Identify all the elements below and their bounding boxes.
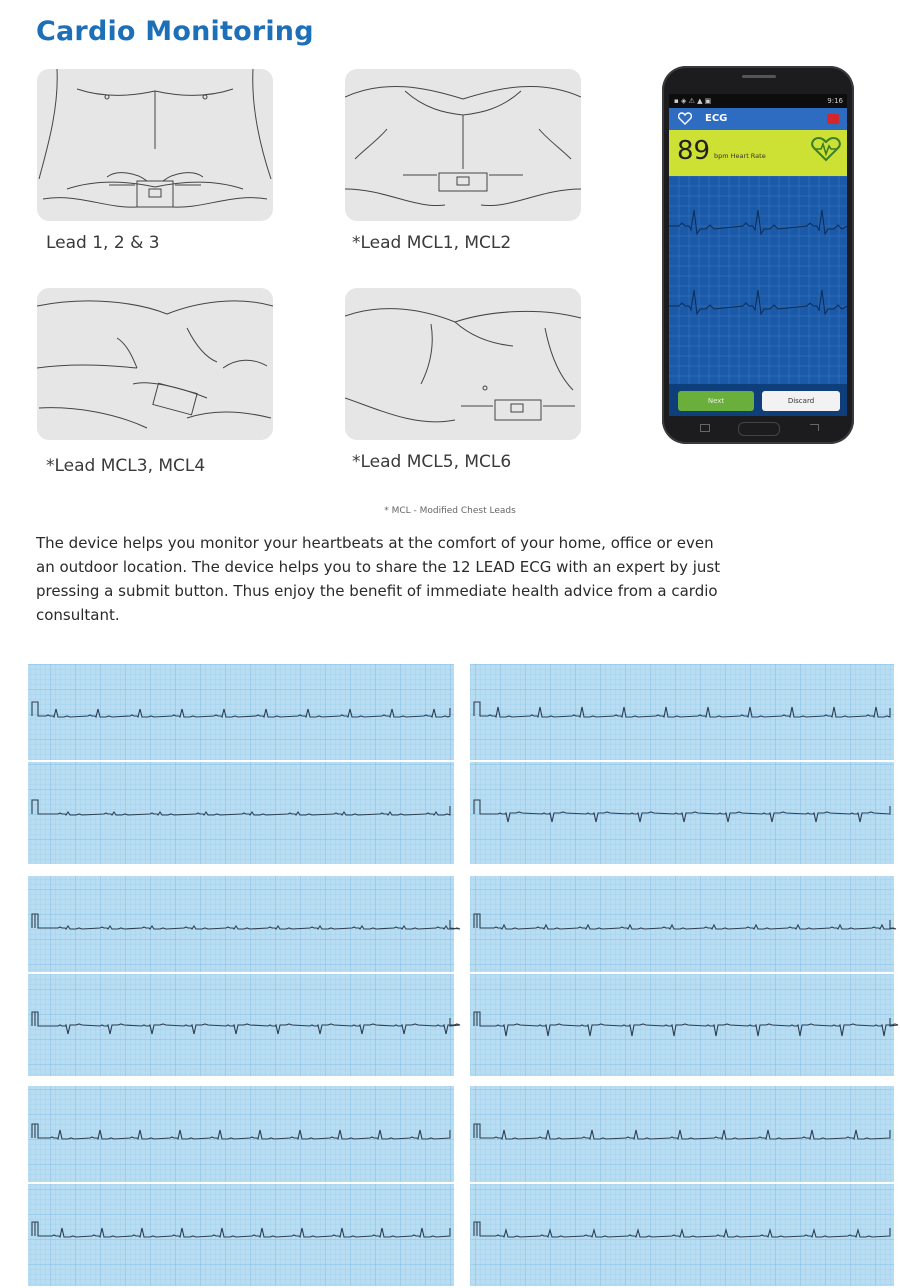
footnote: * MCL - Modified Chest Leads <box>384 506 516 516</box>
next-button[interactable]: Next <box>678 391 754 411</box>
status-icons: ▪ ◈ ⚠ ▲ ▣ <box>674 97 712 105</box>
phone-ecg-display <box>669 176 847 384</box>
phone-ecg-trace-2 <box>669 290 847 314</box>
phone-nav-row <box>662 418 854 440</box>
record-icon[interactable] <box>827 114 839 124</box>
heart-rate-bar <box>669 130 847 176</box>
home-button[interactable] <box>738 422 780 436</box>
ecg-strip-grid <box>28 876 454 972</box>
ecg-strip-grid <box>470 876 894 972</box>
phone-ecg-trace-1 <box>669 210 847 234</box>
app-title: ECG <box>705 113 728 124</box>
lead-123-caption: Lead 1, 2 & 3 <box>46 233 160 253</box>
ecg-strip-grid <box>28 664 454 760</box>
ecg-strip-grid <box>28 1086 454 1182</box>
phone-screen <box>669 94 847 416</box>
lead-123-illustration <box>37 69 273 221</box>
heart-icon <box>678 112 692 125</box>
phone-speaker <box>742 75 776 78</box>
description-text: The device helps you monitor your heartbeats at the comfort of your home, office or even an outdoor location. The device helps you to share the 12 LEAD ECG with an expert by just pressing a submit button. Thus enjoy the benefit of immediate health advice from a cardio consultant. <box>36 534 721 624</box>
lead-mcl56-caption: *Lead MCL5, MCL6 <box>352 452 512 472</box>
app-bar <box>669 108 847 130</box>
phone-mockup <box>662 66 854 444</box>
ecg-strips-grid <box>0 664 900 1288</box>
lead-mcl34-caption: *Lead MCL3, MCL4 <box>46 456 206 476</box>
phone-button-row <box>669 384 847 416</box>
heart-rate-label: bpm Heart Rate <box>714 152 766 160</box>
lead-mcl34-illustration <box>37 288 273 440</box>
ecg-strip-grid <box>470 1086 894 1182</box>
lead-mcl12-caption: *Lead MCL1, MCL2 <box>352 233 512 253</box>
heart-rate-value: 89 <box>677 136 711 166</box>
ecg-strip-grid <box>470 1184 894 1286</box>
lead-mcl56-illustration <box>345 288 581 440</box>
page-title: Cardio Monitoring <box>36 16 314 47</box>
status-time: 9:16 <box>827 97 843 105</box>
discard-button[interactable]: Discard <box>762 391 840 411</box>
lead-mcl12-illustration <box>345 69 581 221</box>
ecg-strip-grid <box>470 664 894 760</box>
status-bar <box>669 94 847 108</box>
ecg-strip-grid <box>28 1184 454 1286</box>
heart-rate-icon <box>811 136 841 162</box>
back-icon[interactable] <box>810 424 819 431</box>
menu-icon[interactable] <box>700 424 710 432</box>
